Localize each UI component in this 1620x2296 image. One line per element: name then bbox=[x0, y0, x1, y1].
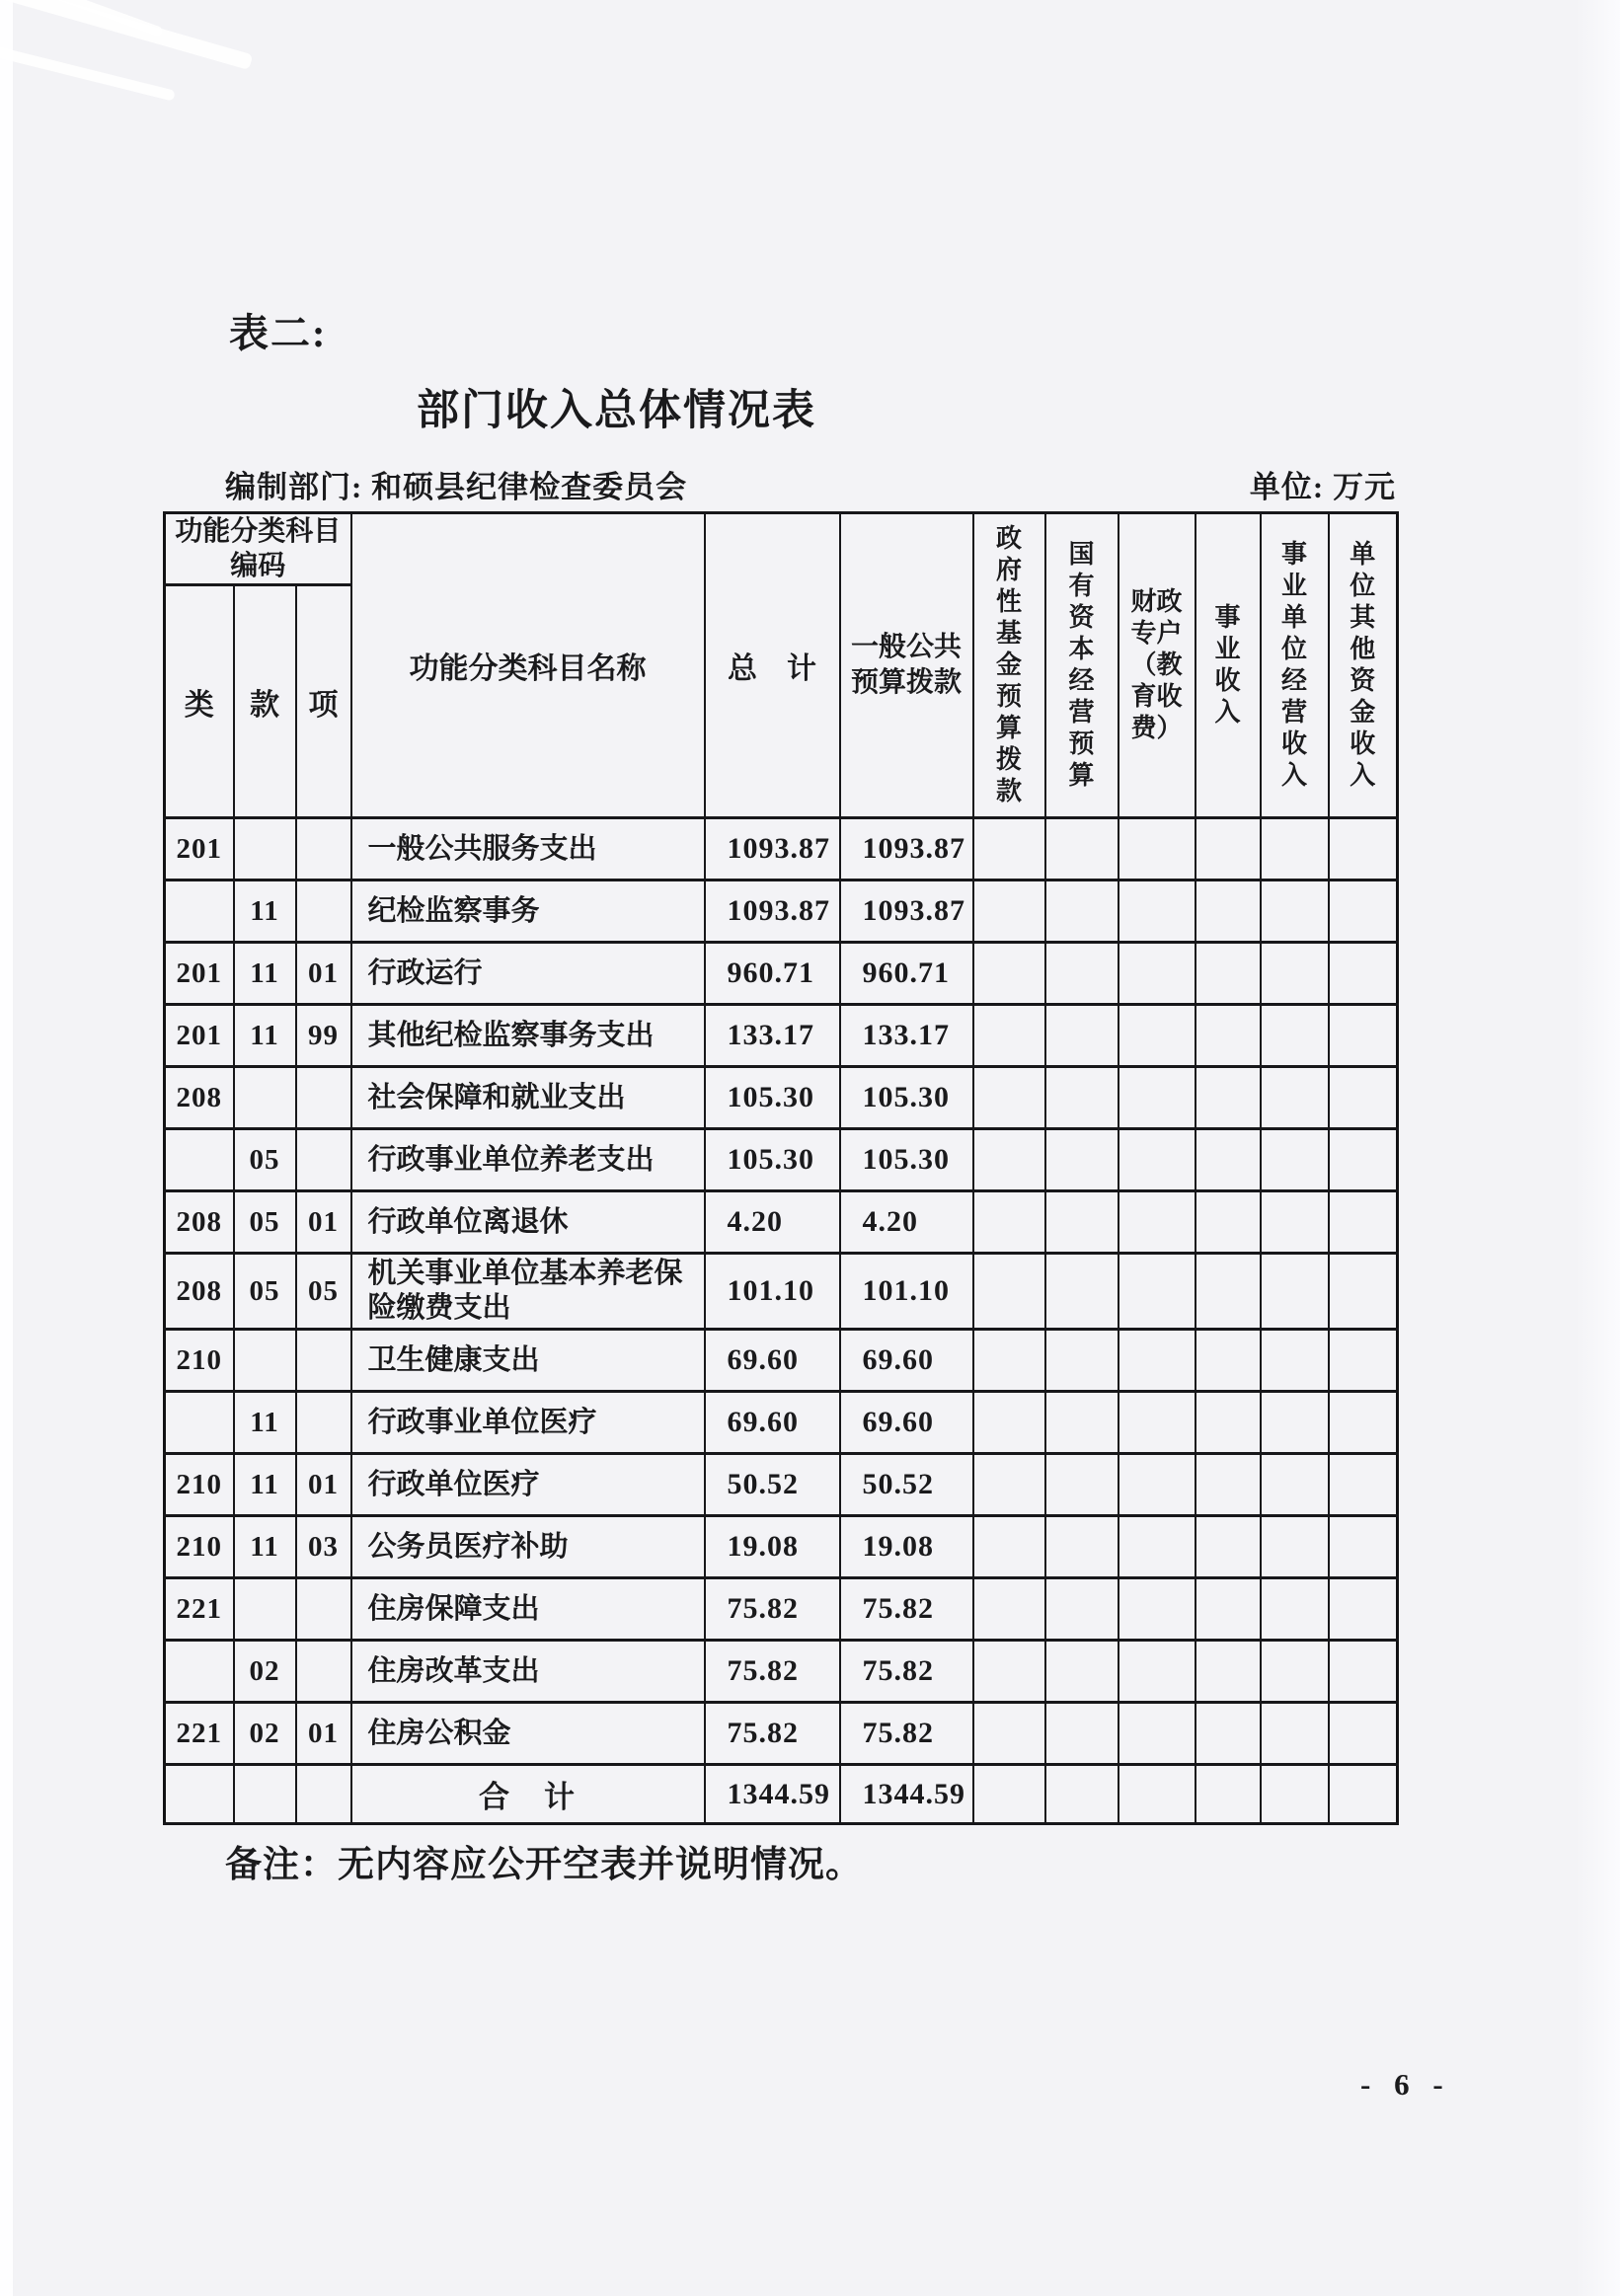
cell-empty bbox=[1196, 1703, 1261, 1765]
cell-general-budget: 50.52 bbox=[840, 1454, 973, 1516]
cell-section-code: 11 bbox=[234, 1454, 296, 1516]
header-total: 总 计 bbox=[705, 513, 840, 818]
cell-empty bbox=[1045, 880, 1119, 943]
cell-subject-name: 行政运行 bbox=[351, 943, 705, 1005]
note-text: 备注：无内容应公开空表并说明情况。 bbox=[225, 1845, 863, 1885]
cell-empty bbox=[1329, 1392, 1398, 1454]
cell-empty bbox=[1329, 1578, 1398, 1641]
cell-total: 1093.87 bbox=[705, 818, 840, 880]
header-govt-fund-budget bbox=[973, 513, 1045, 818]
cell-section-code: 11 bbox=[234, 943, 296, 1005]
cell-item-code: 05 bbox=[296, 1254, 351, 1330]
cell-empty bbox=[1119, 1703, 1196, 1765]
cell-empty bbox=[1119, 880, 1196, 943]
cell-empty bbox=[1261, 1005, 1329, 1067]
cell-empty bbox=[973, 1067, 1045, 1129]
header-row-top bbox=[165, 513, 1398, 585]
cell-item-code bbox=[296, 1578, 351, 1641]
cell-empty bbox=[1196, 1005, 1261, 1067]
cell-empty bbox=[1196, 1516, 1261, 1578]
cell-item-code bbox=[296, 880, 351, 943]
cell-item-code bbox=[296, 1067, 351, 1129]
cell-general-budget: 4.20 bbox=[840, 1191, 973, 1254]
cell-general-budget: 75.82 bbox=[840, 1641, 973, 1703]
cell-empty bbox=[1329, 1765, 1398, 1824]
header-business-income bbox=[1196, 513, 1261, 818]
cell-empty bbox=[1045, 1330, 1119, 1392]
cell-empty bbox=[973, 1703, 1045, 1765]
cell-subject-name: 行政事业单位医疗 bbox=[351, 1392, 705, 1454]
header-business-operating-income-label: 事业单位经营收入 bbox=[1281, 540, 1308, 790]
cell-empty bbox=[1119, 1330, 1196, 1392]
scan-edge bbox=[0, 0, 13, 2296]
cell-total: 105.30 bbox=[705, 1129, 840, 1191]
cell-section-code bbox=[234, 1330, 296, 1392]
cell-empty bbox=[973, 1392, 1045, 1454]
table-row bbox=[165, 1330, 1398, 1392]
cell-general-budget: 1344.59 bbox=[840, 1765, 973, 1824]
cell-empty bbox=[1045, 1641, 1119, 1703]
cell-empty bbox=[1119, 1641, 1196, 1703]
cell-empty bbox=[1329, 1516, 1398, 1578]
cell-empty bbox=[1329, 1005, 1398, 1067]
header-other-funds-income-label: 单位其他资金收入 bbox=[1350, 540, 1376, 790]
header-code-group: 功能分类科目编码 bbox=[165, 513, 351, 585]
cell-empty bbox=[1329, 1703, 1398, 1765]
cell-empty bbox=[973, 818, 1045, 880]
cell-class-code: 201 bbox=[165, 1005, 234, 1067]
cell-item-code: 01 bbox=[296, 1703, 351, 1765]
table-label: 表二: bbox=[229, 311, 328, 355]
income-table-wrapper bbox=[163, 511, 1399, 1825]
cell-empty bbox=[1329, 880, 1398, 943]
table-body bbox=[165, 818, 1398, 1824]
cell-general-budget: 19.08 bbox=[840, 1516, 973, 1578]
cell-empty bbox=[1119, 1254, 1196, 1330]
cell-empty bbox=[1196, 1129, 1261, 1191]
cell-class-code: 208 bbox=[165, 1191, 234, 1254]
cell-total-label: 合 计 bbox=[351, 1765, 705, 1824]
cell-subject-name: 机关事业单位基本养老保险缴费支出 bbox=[351, 1254, 705, 1330]
cell-item-code bbox=[296, 1392, 351, 1454]
cell-empty bbox=[1329, 1254, 1398, 1330]
cell-class-code: 210 bbox=[165, 1516, 234, 1578]
table-row bbox=[165, 1454, 1398, 1516]
cell-total: 69.60 bbox=[705, 1392, 840, 1454]
cell-empty bbox=[1329, 1641, 1398, 1703]
cell-subject-name: 一般公共服务支出 bbox=[351, 818, 705, 880]
cell-general-budget: 101.10 bbox=[840, 1254, 973, 1330]
cell-item-code: 01 bbox=[296, 943, 351, 1005]
cell-empty bbox=[1329, 1330, 1398, 1392]
cell-subject-name: 住房公积金 bbox=[351, 1703, 705, 1765]
cell-total: 960.71 bbox=[705, 943, 840, 1005]
cell-empty bbox=[1045, 943, 1119, 1005]
header-other-funds-income bbox=[1329, 513, 1398, 818]
table-header bbox=[165, 513, 1398, 818]
unit-label: 单位: 万元 bbox=[1249, 470, 1396, 504]
cell-total: 1344.59 bbox=[705, 1765, 840, 1824]
header-fiscal-account bbox=[1119, 513, 1196, 818]
cell-empty bbox=[1261, 1516, 1329, 1578]
cell-item-code bbox=[296, 1129, 351, 1191]
cell-empty bbox=[1045, 1254, 1119, 1330]
cell-empty bbox=[1196, 943, 1261, 1005]
cell-empty bbox=[1261, 1191, 1329, 1254]
cell-empty bbox=[1196, 1392, 1261, 1454]
cell-empty bbox=[1045, 1005, 1119, 1067]
cell-empty bbox=[973, 943, 1045, 1005]
cell-empty bbox=[1119, 818, 1196, 880]
table-row bbox=[165, 1129, 1398, 1191]
cell-empty bbox=[1119, 1516, 1196, 1578]
cell-empty bbox=[296, 1765, 351, 1824]
cell-empty bbox=[973, 1191, 1045, 1254]
cell-empty bbox=[1261, 1454, 1329, 1516]
table-row bbox=[165, 1005, 1398, 1067]
cell-class-code: 221 bbox=[165, 1703, 234, 1765]
cell-total: 75.82 bbox=[705, 1578, 840, 1641]
cell-subject-name: 公务员医疗补助 bbox=[351, 1516, 705, 1578]
cell-empty bbox=[1261, 1641, 1329, 1703]
header-section-code: 款 bbox=[234, 585, 296, 818]
cell-section-code bbox=[234, 1067, 296, 1129]
table-row bbox=[165, 1392, 1398, 1454]
cell-subject-name: 行政单位离退休 bbox=[351, 1191, 705, 1254]
cell-empty bbox=[1261, 1067, 1329, 1129]
cell-total: 75.82 bbox=[705, 1703, 840, 1765]
cell-empty bbox=[1261, 943, 1329, 1005]
cell-empty bbox=[973, 880, 1045, 943]
cell-total: 133.17 bbox=[705, 1005, 840, 1067]
cell-empty bbox=[1119, 943, 1196, 1005]
table-row bbox=[165, 1254, 1398, 1330]
cell-empty bbox=[1196, 818, 1261, 880]
table-row bbox=[165, 1703, 1398, 1765]
cell-subject-name: 行政事业单位养老支出 bbox=[351, 1129, 705, 1191]
cell-subject-name: 纪检监察事务 bbox=[351, 880, 705, 943]
header-general-budget: 一般公共预算拨款 bbox=[840, 513, 973, 818]
cell-empty bbox=[1196, 1765, 1261, 1824]
cell-empty bbox=[1261, 1330, 1329, 1392]
cell-section-code bbox=[234, 818, 296, 880]
cell-general-budget: 69.60 bbox=[840, 1392, 973, 1454]
table-row bbox=[165, 943, 1398, 1005]
cell-empty bbox=[1119, 1129, 1196, 1191]
cell-empty bbox=[1196, 1191, 1261, 1254]
cell-empty bbox=[973, 1578, 1045, 1641]
cell-empty bbox=[1045, 1516, 1119, 1578]
header-business-operating-income bbox=[1261, 513, 1329, 818]
header-govt-fund-budget-label: 政府性基金预算拨款 bbox=[996, 524, 1023, 805]
cell-general-budget: 75.82 bbox=[840, 1578, 973, 1641]
cell-empty bbox=[1261, 880, 1329, 943]
cell-total: 75.82 bbox=[705, 1641, 840, 1703]
cell-section-code: 11 bbox=[234, 880, 296, 943]
header-class-code: 类 bbox=[165, 585, 234, 818]
cell-class-code bbox=[165, 1392, 234, 1454]
cell-section-code: 02 bbox=[234, 1703, 296, 1765]
table-row bbox=[165, 1516, 1398, 1578]
cell-total: 1093.87 bbox=[705, 880, 840, 943]
cell-empty bbox=[973, 1005, 1045, 1067]
cell-section-code: 05 bbox=[234, 1129, 296, 1191]
cell-empty bbox=[1045, 1578, 1119, 1641]
page-title: 部门收入总体情况表 bbox=[417, 388, 816, 434]
cell-empty bbox=[1045, 1129, 1119, 1191]
cell-empty bbox=[1196, 1330, 1261, 1392]
cell-general-budget: 105.30 bbox=[840, 1067, 973, 1129]
cell-empty bbox=[1261, 1765, 1329, 1824]
cell-empty bbox=[973, 1129, 1045, 1191]
cell-item-code bbox=[296, 818, 351, 880]
cell-empty bbox=[1196, 1578, 1261, 1641]
cell-class-code: 221 bbox=[165, 1578, 234, 1641]
cell-empty bbox=[165, 1765, 234, 1824]
cell-total: 4.20 bbox=[705, 1191, 840, 1254]
cell-general-budget: 1093.87 bbox=[840, 880, 973, 943]
cell-class-code: 210 bbox=[165, 1454, 234, 1516]
table-row bbox=[165, 880, 1398, 943]
cell-total: 69.60 bbox=[705, 1330, 840, 1392]
cell-total: 105.30 bbox=[705, 1067, 840, 1129]
cell-empty bbox=[1329, 943, 1398, 1005]
cell-class-code: 208 bbox=[165, 1067, 234, 1129]
cell-subject-name: 住房保障支出 bbox=[351, 1578, 705, 1641]
table-row bbox=[165, 1067, 1398, 1129]
header-item-code: 项 bbox=[296, 585, 351, 818]
header-state-capital-budget-label: 国有资本经营预算 bbox=[1068, 540, 1095, 790]
total-row bbox=[165, 1765, 1398, 1824]
cell-general-budget: 105.30 bbox=[840, 1129, 973, 1191]
header-fiscal-account-label: 财政专户（教育收费） bbox=[1130, 587, 1183, 742]
header-subject-name: 功能分类科目名称 bbox=[351, 513, 705, 818]
meta-row bbox=[225, 462, 1396, 506]
cell-empty bbox=[1329, 1454, 1398, 1516]
cell-general-budget: 133.17 bbox=[840, 1005, 973, 1067]
scan-streak bbox=[0, 36, 176, 101]
cell-empty bbox=[1119, 1765, 1196, 1824]
cell-empty bbox=[1119, 1392, 1196, 1454]
scan-edge bbox=[1575, 0, 1620, 2296]
cell-class-code: 208 bbox=[165, 1254, 234, 1330]
income-table bbox=[163, 511, 1399, 1825]
cell-item-code bbox=[296, 1330, 351, 1392]
cell-item-code: 01 bbox=[296, 1191, 351, 1254]
cell-empty bbox=[1196, 1067, 1261, 1129]
cell-general-budget: 960.71 bbox=[840, 943, 973, 1005]
cell-total: 101.10 bbox=[705, 1254, 840, 1330]
cell-empty bbox=[1261, 1392, 1329, 1454]
cell-subject-name: 社会保障和就业支出 bbox=[351, 1067, 705, 1129]
cell-class-code bbox=[165, 880, 234, 943]
cell-empty bbox=[1045, 1067, 1119, 1129]
cell-class-code: 201 bbox=[165, 943, 234, 1005]
cell-general-budget: 69.60 bbox=[840, 1330, 973, 1392]
cell-item-code: 03 bbox=[296, 1516, 351, 1578]
cell-empty bbox=[1119, 1454, 1196, 1516]
cell-item-code: 99 bbox=[296, 1005, 351, 1067]
cell-empty bbox=[1329, 1191, 1398, 1254]
cell-empty bbox=[1045, 818, 1119, 880]
cell-total: 50.52 bbox=[705, 1454, 840, 1516]
cell-subject-name: 住房改革支出 bbox=[351, 1641, 705, 1703]
cell-section-code: 05 bbox=[234, 1254, 296, 1330]
cell-empty bbox=[973, 1641, 1045, 1703]
cell-empty bbox=[1261, 1129, 1329, 1191]
cell-item-code bbox=[296, 1641, 351, 1703]
cell-class-code: 201 bbox=[165, 818, 234, 880]
cell-empty bbox=[1045, 1454, 1119, 1516]
cell-general-budget: 75.82 bbox=[840, 1703, 973, 1765]
cell-empty bbox=[1261, 1254, 1329, 1330]
cell-empty bbox=[1196, 1254, 1261, 1330]
cell-empty bbox=[1045, 1765, 1119, 1824]
cell-section-code: 11 bbox=[234, 1516, 296, 1578]
cell-empty bbox=[1045, 1191, 1119, 1254]
page-number: - 6 - bbox=[1360, 2067, 1451, 2102]
cell-empty bbox=[973, 1765, 1045, 1824]
table-row bbox=[165, 1191, 1398, 1254]
cell-empty bbox=[1119, 1067, 1196, 1129]
cell-subject-name: 卫生健康支出 bbox=[351, 1330, 705, 1392]
cell-empty bbox=[1119, 1191, 1196, 1254]
cell-empty bbox=[1119, 1005, 1196, 1067]
cell-empty bbox=[1329, 1129, 1398, 1191]
cell-total: 19.08 bbox=[705, 1516, 840, 1578]
cell-subject-name: 行政单位医疗 bbox=[351, 1454, 705, 1516]
cell-item-code: 01 bbox=[296, 1454, 351, 1516]
cell-empty bbox=[234, 1765, 296, 1824]
header-state-capital-budget bbox=[1045, 513, 1119, 818]
cell-section-code: 11 bbox=[234, 1392, 296, 1454]
table-row bbox=[165, 1578, 1398, 1641]
cell-empty bbox=[1119, 1578, 1196, 1641]
cell-empty bbox=[1329, 1067, 1398, 1129]
table-row bbox=[165, 1641, 1398, 1703]
cell-class-code bbox=[165, 1641, 234, 1703]
cell-empty bbox=[1045, 1392, 1119, 1454]
cell-section-code: 02 bbox=[234, 1641, 296, 1703]
cell-empty bbox=[973, 1516, 1045, 1578]
cell-empty bbox=[1329, 818, 1398, 880]
cell-empty bbox=[1045, 1703, 1119, 1765]
prepared-by-label: 编制部门: 和硕县纪律检查委员会 bbox=[225, 470, 688, 504]
cell-empty bbox=[1261, 1578, 1329, 1641]
cell-section-code: 11 bbox=[234, 1005, 296, 1067]
cell-empty bbox=[1196, 1454, 1261, 1516]
header-business-income-label: 事业收入 bbox=[1214, 603, 1241, 727]
table-row bbox=[165, 818, 1398, 880]
cell-class-code bbox=[165, 1129, 234, 1191]
cell-subject-name: 其他纪检监察事务支出 bbox=[351, 1005, 705, 1067]
cell-class-code: 210 bbox=[165, 1330, 234, 1392]
cell-empty bbox=[1261, 1703, 1329, 1765]
cell-section-code: 05 bbox=[234, 1191, 296, 1254]
cell-empty bbox=[973, 1454, 1045, 1516]
cell-empty bbox=[973, 1254, 1045, 1330]
cell-empty bbox=[1196, 880, 1261, 943]
cell-empty bbox=[973, 1330, 1045, 1392]
cell-empty bbox=[1196, 1641, 1261, 1703]
cell-section-code bbox=[234, 1578, 296, 1641]
cell-general-budget: 1093.87 bbox=[840, 818, 973, 880]
cell-empty bbox=[1261, 818, 1329, 880]
